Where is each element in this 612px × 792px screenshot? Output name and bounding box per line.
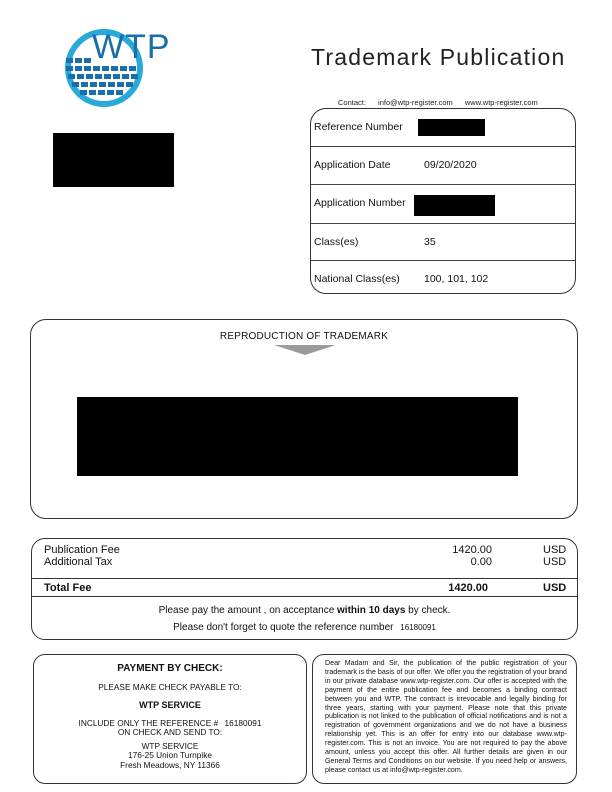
publication-fee-currency: USD bbox=[543, 544, 567, 556]
additional-tax-label: Additional Tax bbox=[44, 556, 113, 568]
info-label: Application Date bbox=[314, 159, 391, 171]
contact-email: info@wtp-register.com bbox=[378, 98, 453, 107]
payable-to-label: PLEASE MAKE CHECK PAYABLE TO: bbox=[98, 682, 242, 692]
down-arrow-icon bbox=[274, 345, 336, 355]
info-row-reference-number bbox=[311, 109, 575, 147]
include-reference-label: INCLUDE ONLY THE REFERENCE # bbox=[78, 718, 219, 728]
info-label: Class(es) bbox=[314, 236, 359, 248]
payment-reference-number: 16180091 bbox=[224, 718, 262, 728]
payment-by-check-box bbox=[33, 654, 307, 784]
info-row-national-classes bbox=[311, 261, 575, 294]
info-value: 09/20/2020 bbox=[424, 159, 477, 171]
trademark-reproduction-box bbox=[30, 319, 578, 519]
additional-tax-value: 0.00 bbox=[470, 556, 492, 568]
info-row-application-number bbox=[311, 185, 575, 224]
payment-title: PAYMENT BY CHECK: bbox=[117, 663, 223, 674]
divider bbox=[32, 578, 577, 579]
total-fee-currency: USD bbox=[543, 582, 567, 594]
info-value: 100, 101, 102 bbox=[424, 273, 489, 285]
payment-instruction bbox=[32, 605, 577, 616]
send-to-label: ON CHECK AND SEND TO: bbox=[117, 727, 223, 737]
reference-number: 16180091 bbox=[400, 623, 436, 632]
redacted-address-block bbox=[53, 133, 174, 187]
document-title: Trademark Publication bbox=[311, 44, 566, 70]
redacted-trademark-image bbox=[77, 397, 518, 476]
total-fee-value: 1420.00 bbox=[448, 582, 488, 594]
info-value: 35 bbox=[424, 236, 436, 248]
info-label: Reference Number bbox=[314, 121, 403, 133]
trademark-label: REPRODUCTION OF TRADEMARK bbox=[219, 331, 389, 342]
payment-instruction-text: Please pay the amount , on acceptance bbox=[158, 605, 338, 616]
additional-tax-currency: USD bbox=[543, 556, 567, 568]
address-line-3: Fresh Meadows, NY 11366 bbox=[120, 760, 220, 770]
reference-reminder-text: Please don't forget to quote the reference number bbox=[173, 622, 394, 633]
publication-fee-label: Publication Fee bbox=[44, 544, 120, 556]
fee-box bbox=[31, 538, 578, 640]
publication-fee-value: 1420.00 bbox=[452, 544, 492, 556]
payment-deadline: within 10 days bbox=[337, 605, 406, 616]
info-label: National Class(es) bbox=[314, 273, 400, 285]
redacted-application-number bbox=[414, 195, 495, 216]
total-fee-label: Total Fee bbox=[44, 582, 92, 594]
divider bbox=[32, 596, 577, 597]
legal-notice-box bbox=[312, 654, 577, 784]
info-row-application-date bbox=[311, 147, 575, 185]
payment-instruction-suffix: by check. bbox=[405, 605, 451, 616]
info-label: Application Number bbox=[314, 197, 406, 209]
info-row-classes bbox=[311, 224, 575, 261]
redacted-reference-number bbox=[418, 119, 485, 136]
address-line-1: WTP SERVICE bbox=[141, 741, 199, 751]
contact-label: Contact: bbox=[338, 98, 366, 107]
contact-line bbox=[338, 98, 548, 107]
payee-name: WTP SERVICE bbox=[139, 700, 201, 710]
application-info-box bbox=[310, 108, 576, 294]
legal-notice-text: Dear Madam and Sir, the publication of the public registration of your trademark is the basis of our offer. We offer you the registration of your brand in our private database www.wtp-register.com. Our offer is accepted with the payment of the entire publication fee and becomes a binding contract between you and WTP. The contract is irrevocable and legally binding for three years, starting with your payment. Please note that this private publication is not linked to the publication of official notifications and is not a registration of government organizations and we do not have a business relationship yet. This is an offer for entry into our database www.wtp-register.com. This is not an invoice. You are not required to pay the above amount, unless you accept this offer. All further details are given in our General Terms and Conditions on our website. If you need help or answers, please contact us at info@wtp-register.com. bbox=[325, 659, 567, 774]
contact-website: www.wtp-register.com bbox=[464, 98, 538, 107]
reference-reminder bbox=[32, 622, 577, 633]
logo-text: WTP bbox=[92, 28, 171, 66]
address-line-2: 176-25 Union Turnpike bbox=[128, 750, 212, 760]
